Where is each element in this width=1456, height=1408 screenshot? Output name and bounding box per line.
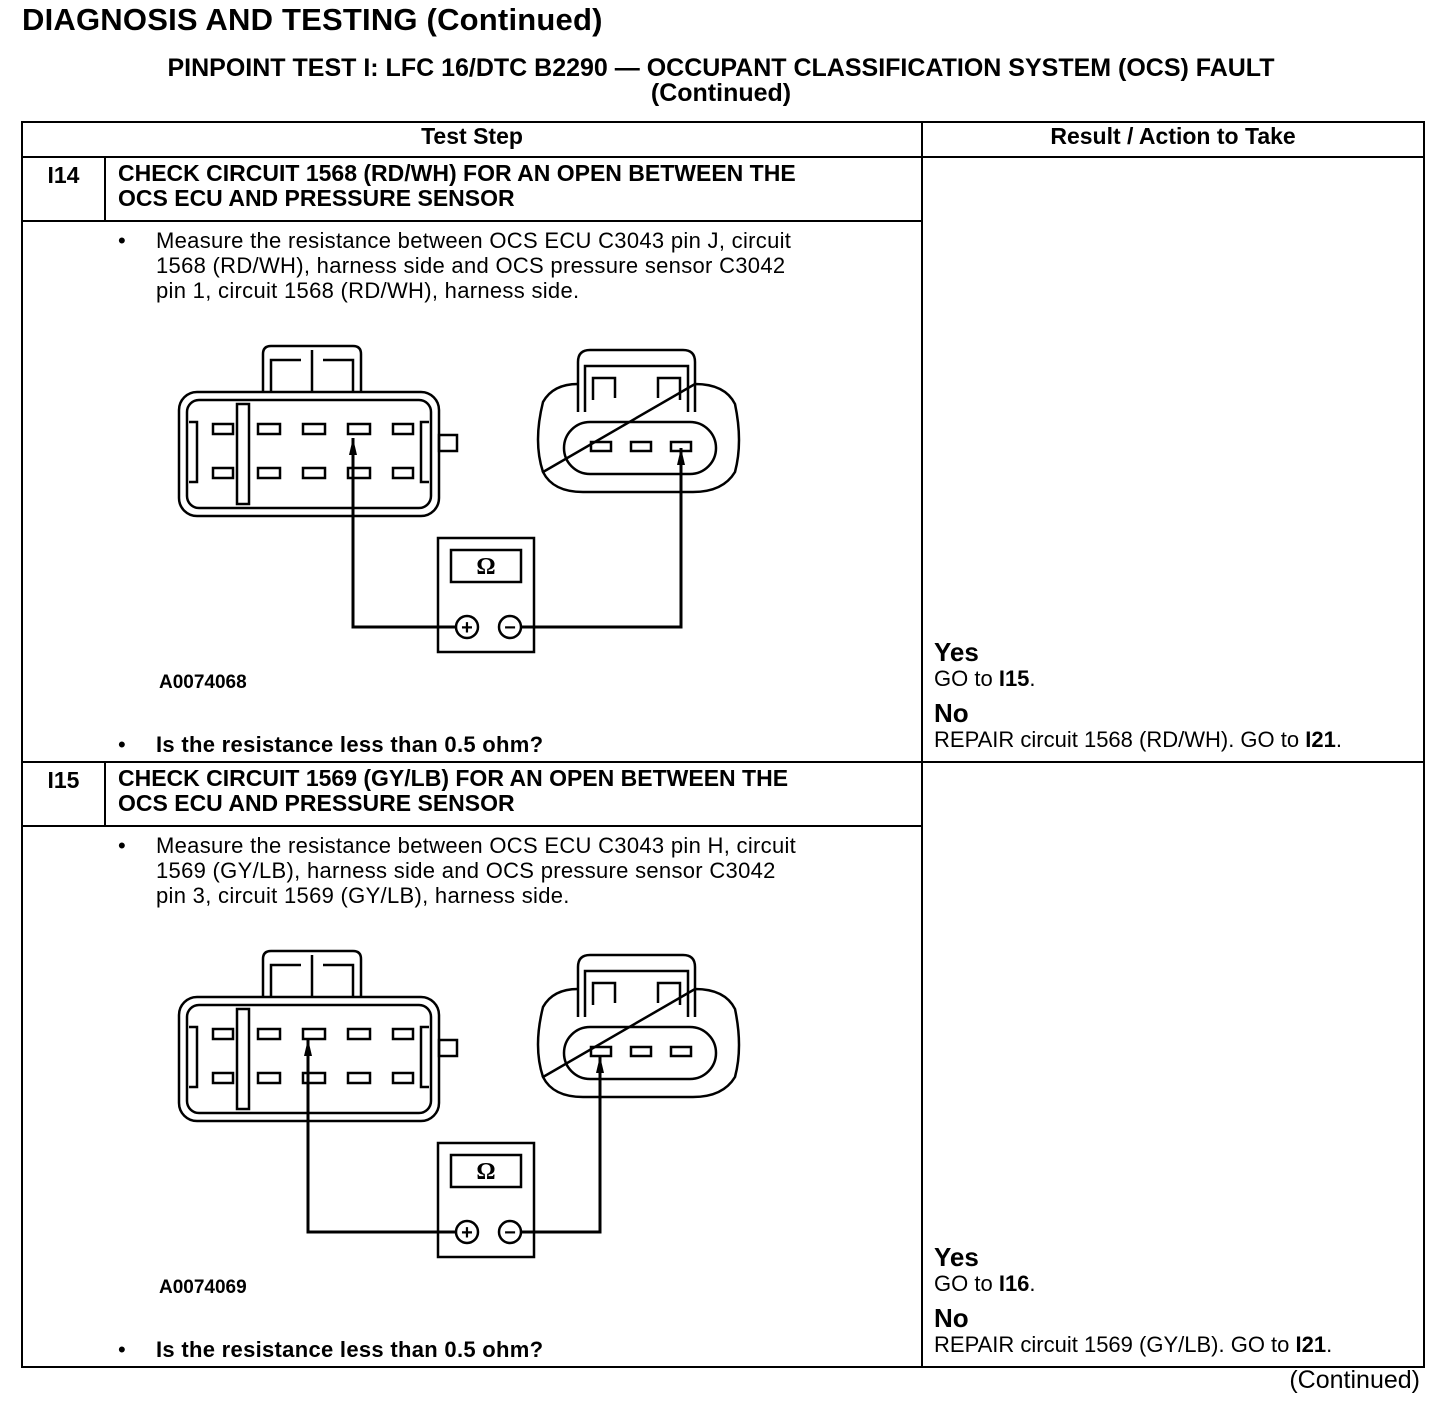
step-title [105,157,922,221]
step-body [22,221,922,762]
bullet: • [118,228,126,253]
step-title-line2: OCS ECU AND PRESSURE SENSOR [118,185,515,211]
page-title: DIAGNOSIS AND TESTING (Continued) [22,2,603,37]
ohm-symbol: Ω [476,554,496,580]
ohm-symbol: Ω [476,1159,496,1185]
question: Is the resistance less than 0.5 ohm? [156,1337,544,1362]
no-label: No [934,698,969,728]
step-id: I14 [22,157,105,221]
step-title-row [22,157,1424,221]
minus-sign: − [504,1222,516,1244]
step-title-line2: OCS ECU AND PRESSURE SENSOR [118,790,515,816]
header-result: Result / Action to Take [922,122,1424,157]
yes-label: Yes [934,637,979,667]
bullet: • [118,1337,126,1362]
header-test-step: Test Step [22,122,922,157]
ecu-pins [213,424,413,478]
no-action: REPAIR circuit 1568 (RD/WH). GO to I21. [934,727,1342,752]
step-body [22,826,922,1367]
ecu-connector-c3043 [179,346,457,516]
subtitle-line1: PINPOINT TEST I: LFC 16/DTC B2290 — OCCUPANT CLASSIFICATION SYSTEM (OCS) FAULT [167,54,1275,82]
ecu-connector-c3043 [179,951,457,1121]
bullet: • [118,732,126,757]
step-title-line1: CHECK CIRCUIT 1568 (RD/WH) FOR AN OPEN BETWEEN THE [118,160,796,186]
instruction-line3: pin 1, circuit 1568 (RD/WH), harness side. [156,278,580,303]
wiring-diagram [153,947,773,1277]
instruction-text [156,228,896,303]
step-title-line1: CHECK CIRCUIT 1569 (GY/LB) FOR AN OPEN BETWEEN THE [118,765,789,791]
result-no [934,699,1342,753]
yes-action: GO to I15. [934,666,1036,691]
no-label: No [934,1303,969,1333]
question: Is the resistance less than 0.5 ohm? [156,732,544,757]
result-no [934,1304,1332,1358]
plus-sign: + [461,617,473,639]
instruction-line3: pin 3, circuit 1569 (GY/LB), harness side. [156,883,570,908]
continued-label: (Continued) [1289,1366,1420,1394]
figure-code: A0074068 [159,672,247,693]
instruction-text [156,833,896,908]
instruction-line1: Measure the resistance between OCS ECU C3043 pin H, circuit [156,833,797,858]
test-leads [353,438,681,627]
figure-code: A0074069 [159,1277,247,1298]
subtitle-line2: (Continued) [650,79,792,107]
table-header-row [22,122,1424,157]
instruction-line1: Measure the resistance between OCS ECU C3043 pin J, circuit [156,228,792,253]
no-action: REPAIR circuit 1569 (GY/LB). GO to I21. [934,1332,1333,1357]
ecu-pins [213,1029,413,1083]
plus-sign: + [461,1222,473,1244]
result-yes [934,1243,1036,1297]
step-title-row [22,762,1424,826]
pinpoint-test-table [21,121,1425,1368]
result-cell [922,157,1424,762]
yes-action: GO to I16. [934,1271,1036,1296]
result-cell [922,762,1424,1367]
instruction-line2: 1568 (RD/WH), harness side and OCS pressure sensor C3042 [156,253,786,278]
step-id: I15 [22,762,105,826]
result-yes [934,638,1036,692]
step-title [105,762,922,826]
bullet: • [118,833,126,858]
pinpoint-test-title [0,56,1442,106]
minus-sign: − [504,617,516,639]
instruction-line2: 1569 (GY/LB), harness side and OCS pressure sensor C3042 [156,858,776,883]
sensor-connector-c3042 [538,955,739,1097]
sensor-connector-c3042 [538,350,739,492]
wiring-diagram [153,342,773,672]
yes-label: Yes [934,1242,979,1272]
